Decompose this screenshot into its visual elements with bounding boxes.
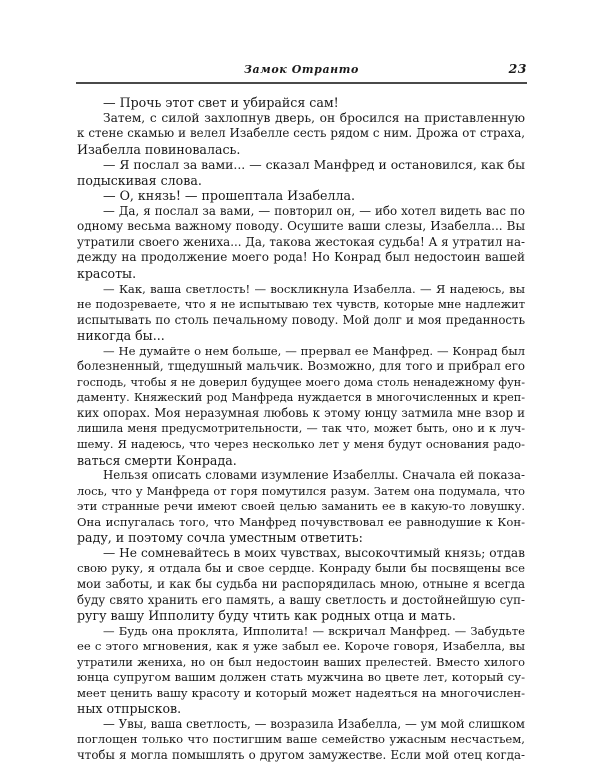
text-line: — Как, ваша светлость! — воскликнула Изабелла. — Я надеюсь, вы bbox=[103, 281, 525, 296]
running-title: Замок Отранто bbox=[244, 63, 359, 76]
text-line: — Увы, ваша светлость, — возразила Изабелла, — ум мой слишком bbox=[103, 716, 525, 731]
text-line: Она испугалась того, что Манфред почувствовал ее равнодушие к Кон- bbox=[77, 514, 525, 529]
text-line: — Я послал за вами... — сказал Манфред и остановился, как бы bbox=[103, 157, 525, 173]
text-line: — Да, я послал за вами, — повторил он, — ибо хотел видеть вас по bbox=[103, 203, 525, 218]
text-line: господь, чтобы я не доверил будущее моего дома столь ненадежному фун- bbox=[77, 375, 525, 389]
text-line: шему. Я надеюсь, что через несколько лет у меня будут основания радо- bbox=[77, 437, 525, 452]
text-line: никогда бы... bbox=[77, 328, 165, 344]
text-line: ваться смерти Конрада. bbox=[77, 452, 237, 468]
text-line: — О, князь! — прошептала Изабелла. bbox=[103, 188, 356, 204]
text-line: одному весьма важному поводу. Осушите ваши слезы, Изабелла... Вы bbox=[77, 219, 525, 234]
text-line: подыскивая слова. bbox=[77, 172, 202, 188]
running-head bbox=[76, 61, 527, 81]
text-line: — Не сомневайтесь в моих чувствах, высокочтимый князь; отдав bbox=[103, 545, 525, 560]
text-line: ругу вашу Ипполиту буду чтить как родных отца и мать. bbox=[77, 608, 456, 624]
text-line: лось, что у Манфреда от горя помутился разум. Затем она подумала, что bbox=[77, 483, 525, 498]
text-line: испытывать по столь печальному поводу. Мой долг и моя преданность bbox=[77, 312, 525, 327]
text-line: дежду на продолжение моего рода! Но Конрад был недостоин вашей bbox=[77, 250, 525, 265]
text-line: болезненный, тщедушный мальчик. Возможно, для того и прибрал его bbox=[77, 359, 525, 374]
text-line: чтобы я могла помышлять о другом замужестве. Если мой отец когда- bbox=[77, 747, 525, 762]
text-line: раду, и поэтому сочла уместным ответить: bbox=[77, 530, 363, 546]
text-line: — Будь она проклята, Ипполита! — вскричал Манфред. — Забудьте bbox=[103, 623, 525, 638]
text-line: — Не думайте о нем больше, — прервал ее Манфред. — Конрад был bbox=[103, 343, 525, 358]
text-line: Изабелла повиновалась. bbox=[77, 141, 241, 157]
page-number: 23 bbox=[508, 61, 527, 76]
text-line: меет ценить вашу красоту и который может надеяться на многочислен- bbox=[77, 685, 525, 700]
text-line: утратили жениха, но он был недостоин ваших прелестей. Вместо хилого bbox=[77, 654, 525, 669]
text-line: ее с этого мгновения, как я уже забыл ее. Короче говоря, Изабелла, вы bbox=[77, 639, 525, 654]
text-line: мои заботы, и как бы судьба ни распорядилась мною, отныне я всегда bbox=[77, 576, 525, 591]
text-line: ких опорах. Моя неразумная любовь к этому юнцу затмила мне взор и bbox=[77, 405, 525, 420]
text-line: ных отпрысков. bbox=[77, 701, 182, 717]
text-line: — Прочь этот свет и убирайся сам! bbox=[103, 95, 339, 110]
text-line: Нельзя описать словами изумление Изабеллы. Сначала ей показа- bbox=[103, 468, 525, 483]
text-line: красоты. bbox=[77, 266, 137, 282]
text-line: эти странные речи имеют своей целью заманить ее в какую-то ловушку. bbox=[77, 499, 525, 514]
header-rule bbox=[76, 82, 527, 84]
text-line: буду свято хранить его память, а вашу светлость и достойнейшую суп- bbox=[77, 592, 525, 607]
text-line: не подозреваете, что я не испытываю тех чувств, которые мне надлежит bbox=[77, 297, 525, 312]
text-line: Затем, с силой захлопнув дверь, он бросился на приставленную bbox=[103, 110, 525, 125]
text-line: даменту. Княжеский род Манфреда нуждается в многочисленных и креп- bbox=[77, 391, 525, 405]
text-line: лишила меня предусмотрительности, — так что, может быть, оно и к луч- bbox=[77, 422, 525, 436]
text-line: утратили своего жениха... Да, такова жестокая судьба! А я утратил на- bbox=[77, 234, 525, 249]
text-line: юнца супругом вашим должен стать мужчина во цвете лет, который су- bbox=[77, 670, 525, 685]
text-line: поглощен только что постигшим ваше семейство ужасным несчастьем, bbox=[77, 732, 525, 747]
text-line: к стене скамью и велел Изабелле сесть рядом с ним. Дрожа от страха, bbox=[77, 126, 525, 141]
text-line: свою руку, я отдала бы и свое сердце. Конраду были бы посвящены все bbox=[77, 561, 525, 576]
body-text bbox=[77, 95, 525, 764]
